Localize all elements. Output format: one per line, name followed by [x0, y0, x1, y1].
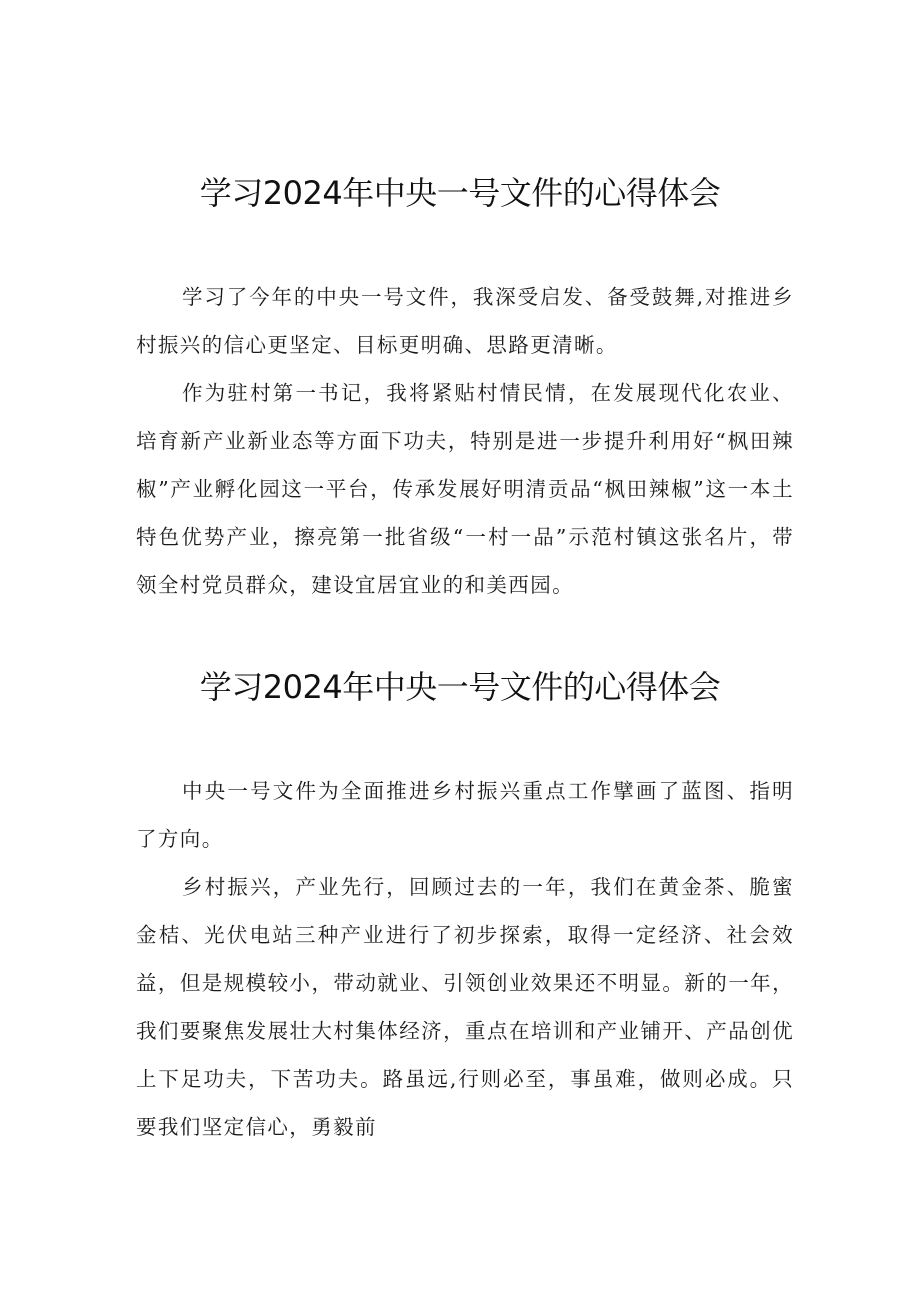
- paragraph: 作为驻村第一书记，我将紧贴村情民情，在发展现代化农业、培育新产业新业态等方面下功夫，特别是进一步提升利用好“枫田辣椒”产业孵化园这一平台，传承发展好明清贡品“枫田辣椒”这一本土特色优势产业，擦亮第一批省级“一村一品”示范村镇这张名片，带领全村党员群众，建设宜居宜业的和美西园。: [136, 381, 794, 597]
- article-body-2: [136, 767, 794, 1151]
- paragraph: 中央一号文件为全面推进乡村振兴重点工作擘画了蓝图、指明了方向。: [136, 779, 794, 851]
- article-body-1: [136, 273, 794, 609]
- paragraph: 乡村振兴，产业先行，回顾过去的一年，我们在黄金茶、脆蜜金桔、光伏电站三种产业进行了初步探索，取得一定经济、社会效益，但是规模较小，带动就业、引领创业效果还不明显。新的一年，我们要聚焦发展壮大村集体经济，重点在培训和产业铺开、产品创优上下足功夫，下苦功夫。路虽远,行则必至，事虽难，做则必成。只要我们坚定信心，勇毅前: [136, 875, 794, 1139]
- article-title-1: 学习2024年中央一号文件的心得体会: [199, 174, 721, 212]
- article-title-2: 学习2024年中央一号文件的心得体会: [199, 668, 721, 706]
- paragraph: 学习了今年的中央一号文件，我深受启发、备受鼓舞,对推进乡村振兴的信心更坚定、目标更明确、思路更清晰。: [136, 285, 794, 357]
